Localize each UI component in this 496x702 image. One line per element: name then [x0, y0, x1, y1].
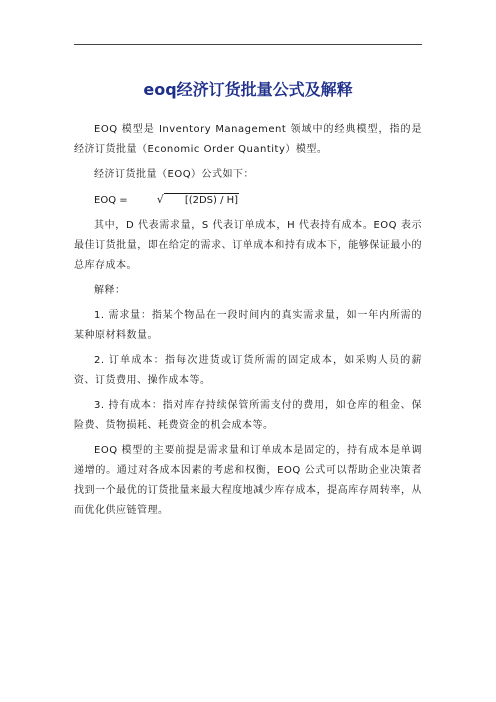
document-body — [74, 120, 422, 526]
where-paragraph: 其中，D 代表需求量，S 代表订单成本，H 代表持有成本。EOQ 表示最佳订货批量，即在给定的需求、订单成本和持有成本下，能够保证最小的总库存成本。 — [74, 220, 422, 271]
explanation-item-demand: 1. 需求量：指某个物品在一段时间内的真实需求量，如一年内所需的某种原材料数量。 — [74, 310, 422, 341]
square-root-icon: √ — [156, 193, 164, 206]
conclusion-paragraph: EOQ 模型的主要前提是需求量和订单成本是固定的，持有成本是单调递增的。通过对各成本因素的考虑和权衡，EOQ 公式可以帮助企业决策者找到一个最优的订货批量来最大程度地减少库存成本，提高库存周转率，从而优化供应链管理。 — [74, 445, 422, 516]
eoq-formula — [74, 190, 422, 211]
explanation-item-holding-cost: 3. 持有成本：指对库存持续保管所需支付的费用，如仓库的租金、保险费、货物损耗、耗费资金的机会成本等。 — [74, 400, 422, 431]
explanation-heading: 解释： — [94, 285, 126, 296]
intro-paragraph: EOQ 模型是 Inventory Management 领域中的经典模型，指的是经济订货批量（Economic Order Quantity）模型。 — [74, 124, 422, 155]
formula-intro-paragraph: 经济订货批量（EOQ）公式如下： — [94, 169, 255, 180]
formula-lhs: EOQ = — [94, 195, 131, 206]
formula-rhs: [(2DS) / H] — [164, 193, 239, 208]
header-rule — [74, 44, 422, 45]
explanation-item-order-cost: 2. 订单成本：指每次进货或订货所需的固定成本，如采购人员的薪资、订货费用、操作成本等。 — [74, 355, 422, 386]
document-title: eoq经济订货批量公式及解释 — [143, 80, 353, 99]
